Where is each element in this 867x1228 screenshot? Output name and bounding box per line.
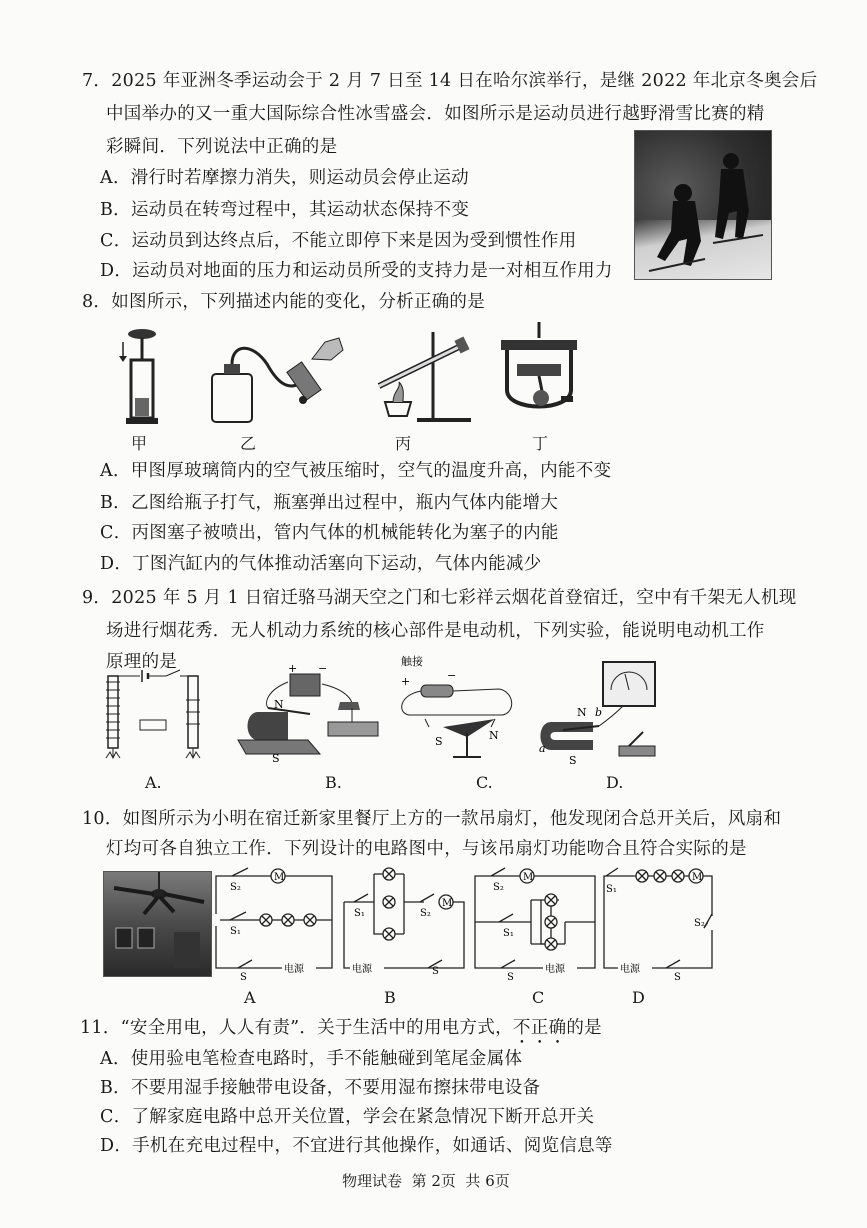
fig-ding-engine-cylinder — [497, 320, 581, 422]
q8-option-a: A．甲图厚玻璃筒内的空气被压缩时，空气的温度升高，内能不变 — [100, 461, 612, 481]
fig-caption-yi: 乙 — [240, 434, 257, 453]
page-footer — [342, 1170, 510, 1191]
fig-9b-motor-principle — [228, 662, 388, 767]
q7-line-2: 中国举办的又一重大国际综合性冰雪盛会．如图所示是运动员进行越野滑雪比赛的精 — [106, 104, 765, 124]
label-s: S — [272, 752, 280, 765]
circuit-a-s1: S₁ — [230, 926, 241, 937]
q7-option-a: A．滑行时若摩擦力消失，则运动员会停止运动 — [100, 168, 469, 188]
q11-stem-end: 的是 — [566, 1018, 602, 1038]
fig-jia-glass-cylinder — [115, 328, 165, 428]
q7-line-3: 彩瞬间．下列说法中正确的是 — [106, 137, 338, 157]
circuit-d-power: 电源 — [620, 964, 640, 975]
q8-option-d: D．丁图汽缸内的气体推动活塞向下运动，气体内能减少 — [100, 554, 542, 574]
footer-subject: 物理试卷 — [342, 1172, 403, 1190]
q11-option-c: C．了解家庭电路中总开关位置，学会在紧急情况下断开总开关 — [100, 1107, 595, 1127]
circuit-a-motor: M — [274, 872, 285, 883]
label-plus-c: + — [401, 675, 411, 688]
label-plus: + — [288, 662, 298, 675]
label-n: N — [274, 698, 284, 711]
q9-line-2: 场进行烟花秀．无人机动力系统的核心部件是电动机，下列实验，能说明电动机工作 — [106, 621, 765, 641]
q7-option-b: B．运动员在转弯过程中，其运动状态保持不变 — [100, 200, 470, 220]
circuit-c — [471, 864, 599, 983]
circuit-c-power: 电源 — [545, 964, 565, 975]
label-s-c: S — [435, 735, 443, 748]
fig-9d-induction — [533, 660, 663, 768]
circuit-c-s1: S₁ — [503, 928, 514, 939]
circuit-a — [212, 864, 337, 983]
q7-option-c: C．运动员到达终点后，不能立即停下来是因为受到惯性作用 — [100, 231, 577, 251]
fig-caption-9d: D. — [606, 773, 624, 792]
q8-option-c: C．丙图塞子被喷出，管内气体的机械能转化为塞子的内能 — [100, 523, 559, 543]
fig-caption-9a: A. — [145, 773, 162, 792]
fig-yi-bottle-pump — [207, 334, 352, 426]
circuit-caption-b: B — [384, 988, 396, 1007]
circuit-d-motor: M — [692, 872, 703, 883]
circuit-d-s1: S₁ — [606, 884, 617, 895]
q8-stem: 8．如图所示，下列描述内能的变化，分析正确的是 — [82, 292, 486, 312]
circuit-a-s2: S₂ — [230, 882, 241, 893]
label-n-c: N — [489, 729, 499, 742]
circuit-c-s: S — [507, 972, 514, 983]
circuit-caption-d: D — [632, 988, 645, 1007]
q7-option-d: D．运动员对地面的压力和运动员所受的支持力是一对相互作用力 — [100, 261, 613, 281]
circuit-d-s: S — [674, 972, 681, 983]
q11-stem-emphasis: 不正确 — [512, 1018, 567, 1038]
circuit-c-motor: M — [523, 872, 534, 883]
q7-line-1: 7．2025 年亚洲冬季运动会于 2 月 7 日至 14 日在哈尔滨举行，是继 2022 年北京冬奥会后 — [82, 71, 818, 91]
circuit-c-s2: S₂ — [493, 882, 504, 893]
label-s-d: S — [569, 754, 577, 767]
fig-bing-test-tube — [373, 328, 473, 426]
circuit-b-s1: S₁ — [354, 908, 365, 919]
label-a: a — [539, 742, 546, 755]
label-b: b — [595, 706, 603, 719]
fig-caption-jia: 甲 — [131, 434, 148, 453]
circuit-b-s: S — [432, 966, 439, 977]
fig-caption-bing: 丙 — [395, 434, 412, 453]
circuit-caption-c: C — [532, 988, 545, 1007]
q11-option-a: A．使用验电笔检查电路时，手不能触碰到笔尾金属体 — [100, 1049, 523, 1069]
footer-total: 共 6页 — [465, 1172, 510, 1190]
circuit-d-s2: S₂ — [694, 918, 705, 929]
circuit-b-s2: S₂ — [420, 908, 431, 919]
q9-line-1: 9．2025 年 5 月 1 日宿迁骆马湖天空之门和七彩祥云烟花首登宿迁，空中有千架无人机现 — [82, 588, 797, 608]
q11-option-d: D．手机在充电过程中，不宜进行其他操作，如通话、阅览信息等 — [100, 1136, 613, 1156]
circuit-b-motor: M — [442, 898, 453, 909]
q8-option-b: B．乙图给瓶子打气，瓶塞弹出过程中，瓶内气体内能增大 — [100, 493, 559, 513]
circuit-a-s: S — [240, 972, 247, 983]
ceiling-fan-lamp-photo — [103, 871, 212, 977]
q9-line-3: 原理的是 — [106, 652, 178, 672]
q11-stem — [80, 1015, 602, 1048]
fig-caption-9c: C. — [476, 773, 493, 792]
circuit-a-power: 电源 — [284, 964, 304, 975]
label-touch: 触接 — [401, 655, 423, 668]
label-minus-c: − — [447, 669, 457, 682]
fig-caption-ding: 丁 — [532, 434, 549, 453]
label-minus: − — [318, 662, 328, 675]
skiing-photo — [634, 130, 772, 280]
q11-stem-start: 11．“安全用电，人人有责”．关于生活中的用电方式， — [80, 1018, 513, 1038]
q10-line-2: 灯均可各自独立工作．下列设计的电路图中，与该吊扇灯功能吻合且符合实际的是 — [106, 839, 747, 859]
fig-9a-electromagnets — [100, 670, 215, 765]
q11-option-b: B．不要用湿手接触带电设备，不要用湿布擦抹带电设备 — [100, 1078, 541, 1098]
circuit-b — [340, 862, 468, 976]
circuit-caption-a: A — [244, 988, 256, 1007]
circuit-d — [600, 864, 718, 983]
q10-line-1: 10．如图所示为小明在宿迁新家里餐厅上方的一款吊扇灯，他发现闭合总开关后，风扇和 — [82, 809, 782, 829]
fig-9c-oersted — [395, 655, 520, 767]
footer-page: 第 2页 — [411, 1172, 456, 1190]
fig-caption-9b: B. — [325, 773, 342, 792]
circuit-b-power: 电源 — [352, 964, 372, 975]
label-n-d: N — [577, 706, 587, 719]
